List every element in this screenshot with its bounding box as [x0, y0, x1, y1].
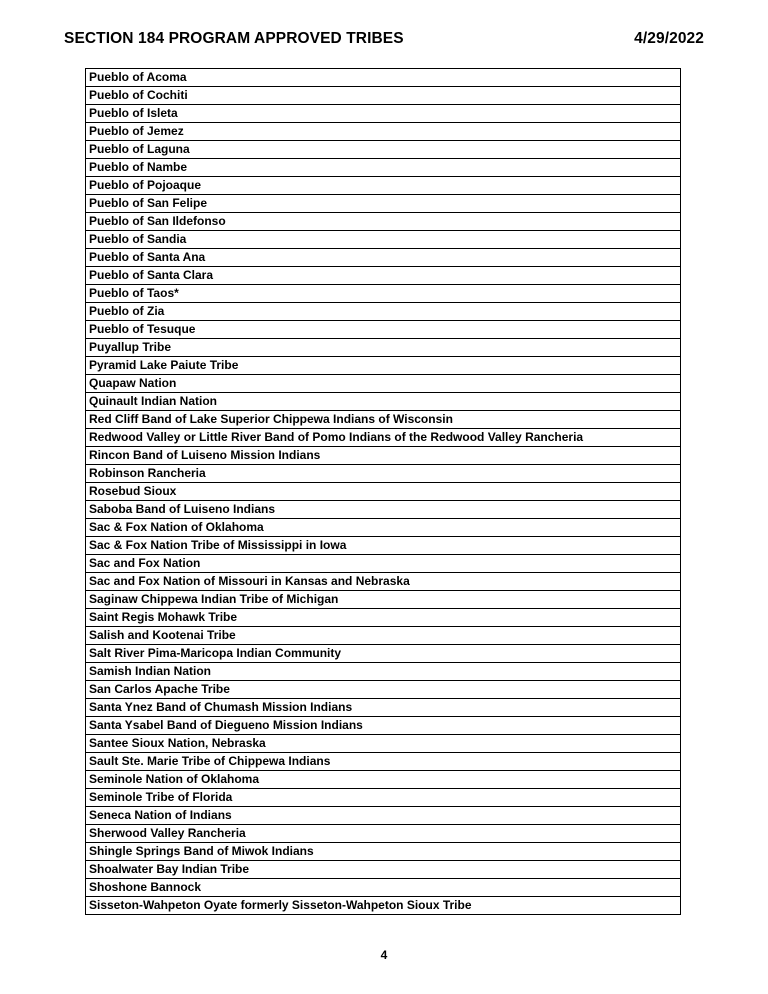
- tribe-name-cell: Samish Indian Nation: [86, 663, 681, 681]
- tribe-name-cell: Saboba Band of Luiseno Indians: [86, 501, 681, 519]
- table-row: [86, 555, 681, 573]
- table-row: [86, 681, 681, 699]
- tribe-name-cell: Pueblo of San Ildefonso: [86, 213, 681, 231]
- tribe-name-cell: Rincon Band of Luiseno Mission Indians: [86, 447, 681, 465]
- table-row: [86, 789, 681, 807]
- table-row: [86, 663, 681, 681]
- tribe-name-cell: Pueblo of Zia: [86, 303, 681, 321]
- tribe-name-cell: Sault Ste. Marie Tribe of Chippewa Indians: [86, 753, 681, 771]
- tribe-name-cell: Redwood Valley or Little River Band of Pomo Indians of the Redwood Valley Rancheria: [86, 429, 681, 447]
- tribe-name-cell: Pueblo of Laguna: [86, 141, 681, 159]
- tribe-name-cell: Red Cliff Band of Lake Superior Chippewa Indians of Wisconsin: [86, 411, 681, 429]
- tribe-name-cell: Santa Ysabel Band of Diegueno Mission Indians: [86, 717, 681, 735]
- table-row: [86, 177, 681, 195]
- tribe-name-cell: San Carlos Apache Tribe: [86, 681, 681, 699]
- table-row: [86, 213, 681, 231]
- table-row: [86, 357, 681, 375]
- tribe-name-cell: Rosebud Sioux: [86, 483, 681, 501]
- table-row: [86, 699, 681, 717]
- table-row: [86, 591, 681, 609]
- table-row: [86, 771, 681, 789]
- table-row: [86, 447, 681, 465]
- tribe-name-cell: Sac & Fox Nation Tribe of Mississippi in Iowa: [86, 537, 681, 555]
- table-row: [86, 105, 681, 123]
- tribe-name-cell: Pueblo of Pojoaque: [86, 177, 681, 195]
- tribe-table: [85, 68, 681, 915]
- table-row: [86, 753, 681, 771]
- tribe-name-cell: Robinson Rancheria: [86, 465, 681, 483]
- page-number: 4: [380, 948, 388, 962]
- table-row: [86, 393, 681, 411]
- page-date: 4/29/2022: [634, 30, 704, 47]
- table-row: [86, 69, 681, 87]
- table-row: [86, 195, 681, 213]
- tribe-name-cell: Pueblo of Sandia: [86, 231, 681, 249]
- tribe-name-cell: Shoshone Bannock: [86, 879, 681, 897]
- tribe-name-cell: Pueblo of Santa Clara: [86, 267, 681, 285]
- table-row: [86, 141, 681, 159]
- tribe-name-cell: Pueblo of Taos*: [86, 285, 681, 303]
- table-row: [86, 159, 681, 177]
- table-row: [86, 231, 681, 249]
- tribe-name-cell: Seminole Nation of Oklahoma: [86, 771, 681, 789]
- tribe-name-cell: Quinault Indian Nation: [86, 393, 681, 411]
- table-row: [86, 411, 681, 429]
- tribe-name-cell: Puyallup Tribe: [86, 339, 681, 357]
- table-row: [86, 375, 681, 393]
- tribe-name-cell: Sac & Fox Nation of Oklahoma: [86, 519, 681, 537]
- tribe-name-cell: Saginaw Chippewa Indian Tribe of Michigan: [86, 591, 681, 609]
- table-row: [86, 123, 681, 141]
- tribe-name-cell: Saint Regis Mohawk Tribe: [86, 609, 681, 627]
- table-row: [86, 87, 681, 105]
- tribe-name-cell: Sherwood Valley Rancheria: [86, 825, 681, 843]
- table-row: [86, 321, 681, 339]
- table-row: [86, 537, 681, 555]
- tribe-name-cell: Shingle Springs Band of Miwok Indians: [86, 843, 681, 861]
- table-row: [86, 267, 681, 285]
- table-row: [86, 807, 681, 825]
- tribe-name-cell: Seneca Nation of Indians: [86, 807, 681, 825]
- table-row: [86, 861, 681, 879]
- table-row: [86, 735, 681, 753]
- table-row: [86, 879, 681, 897]
- tribe-name-cell: Sac and Fox Nation of Missouri in Kansas and Nebraska: [86, 573, 681, 591]
- table-row: [86, 501, 681, 519]
- page-header: [64, 30, 704, 52]
- tribe-name-cell: Santa Ynez Band of Chumash Mission Indians: [86, 699, 681, 717]
- table-row: [86, 339, 681, 357]
- table-row: [86, 627, 681, 645]
- tribe-name-cell: Sac and Fox Nation: [86, 555, 681, 573]
- tribe-name-cell: Pueblo of Isleta: [86, 105, 681, 123]
- table-row: [86, 609, 681, 627]
- table-row: [86, 573, 681, 591]
- table-row: [86, 429, 681, 447]
- tribe-name-cell: Shoalwater Bay Indian Tribe: [86, 861, 681, 879]
- tribe-name-cell: Pyramid Lake Paiute Tribe: [86, 357, 681, 375]
- table-row: [86, 519, 681, 537]
- table-row: [86, 303, 681, 321]
- tribe-name-cell: Salish and Kootenai Tribe: [86, 627, 681, 645]
- table-row: [86, 825, 681, 843]
- tribe-table-body: [86, 69, 681, 915]
- tribe-name-cell: Seminole Tribe of Florida: [86, 789, 681, 807]
- tribe-name-cell: Sisseton-Wahpeton Oyate formerly Sisseton-Wahpeton Sioux Tribe: [86, 897, 681, 915]
- table-row: [86, 843, 681, 861]
- tribe-name-cell: Pueblo of Santa Ana: [86, 249, 681, 267]
- tribe-name-cell: Pueblo of Acoma: [86, 69, 681, 87]
- tribe-name-cell: Pueblo of Cochiti: [86, 87, 681, 105]
- tribe-name-cell: Quapaw Nation: [86, 375, 681, 393]
- table-row: [86, 249, 681, 267]
- table-row: [86, 285, 681, 303]
- table-row: [86, 897, 681, 915]
- table-row: [86, 717, 681, 735]
- tribe-name-cell: Santee Sioux Nation, Nebraska: [86, 735, 681, 753]
- tribe-name-cell: Pueblo of San Felipe: [86, 195, 681, 213]
- tribe-name-cell: Pueblo of Jemez: [86, 123, 681, 141]
- tribe-name-cell: Pueblo of Nambe: [86, 159, 681, 177]
- table-row: [86, 483, 681, 501]
- table-row: [86, 465, 681, 483]
- page-title: SECTION 184 PROGRAM APPROVED TRIBES: [64, 30, 404, 47]
- tribe-name-cell: Pueblo of Tesuque: [86, 321, 681, 339]
- tribe-name-cell: Salt River Pima-Maricopa Indian Community: [86, 645, 681, 663]
- table-row: [86, 645, 681, 663]
